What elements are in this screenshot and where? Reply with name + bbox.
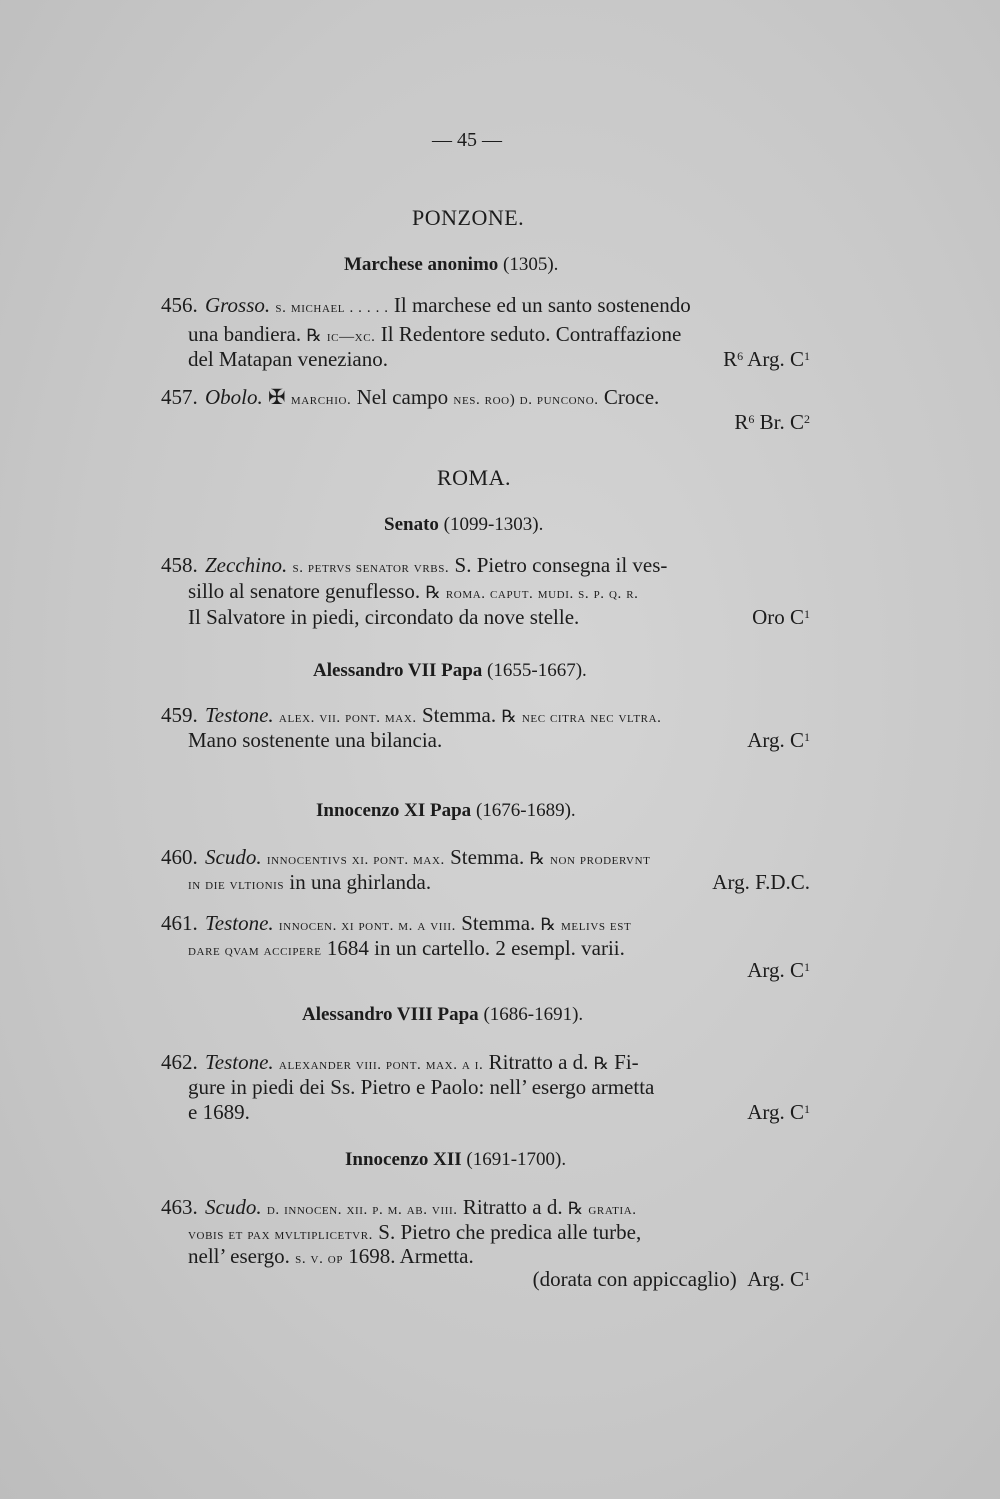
cross-icon: ✠ (268, 385, 286, 409)
ruler-heading-alessandro-viii (302, 1003, 583, 1027)
entry-463-line-1 (161, 1195, 637, 1222)
section-title-ponzone: PONZONE. (412, 205, 525, 230)
legend-text: dare qvam accipere (188, 943, 322, 959)
entry-463-line-2 (188, 1220, 641, 1247)
entry-number: 457. (161, 385, 198, 409)
ruler-dates: (1655-1667). (487, 660, 587, 681)
condition: F.D.C. (755, 870, 810, 894)
metal: Arg. (712, 870, 750, 894)
entry-458-line-3 (188, 605, 810, 629)
legend-text: s. v. op (295, 1251, 344, 1267)
ruler-heading-innocenzo-xii (345, 1148, 566, 1172)
entry-460-line-1 (161, 845, 650, 872)
metal: Arg. (747, 1267, 785, 1291)
ruler-name: Alessandro VIII Papa (302, 1004, 479, 1025)
legend-text: ic—xc. (326, 329, 376, 345)
entry-number: 463. (161, 1195, 198, 1219)
condition: C (789, 1100, 804, 1124)
condition: C (789, 347, 804, 371)
page-number: — 45 — (432, 129, 502, 151)
condition-level: 1 (804, 960, 810, 974)
coin-type: Testone. (205, 911, 274, 935)
metal: Oro (752, 605, 785, 629)
description-text: S. Pietro che predica alle turbe, (378, 1220, 642, 1244)
ruler-name: Marchese anonimo (344, 254, 499, 275)
coin-type: Scudo. (205, 845, 262, 869)
legend-text: s. michael . . . . . (275, 300, 389, 316)
reverse-symbol: ℞ (567, 1199, 584, 1219)
legend-text: innocen. xi pont. m. a viii. (278, 918, 456, 934)
catalog-notation (752, 605, 810, 629)
entry-number: 462. (161, 1050, 198, 1074)
entry-458-line-1 (161, 553, 667, 580)
metal: Arg. (747, 958, 785, 982)
entry-461-line-1 (161, 911, 631, 938)
metal: Arg. (747, 1100, 785, 1124)
rarity: R (734, 410, 749, 434)
description-text: (dorata con appiccaglio) (532, 1267, 737, 1291)
legend-text: marchio. (290, 392, 352, 408)
condition-level: 1 (804, 1102, 810, 1116)
condition: C (789, 1267, 804, 1291)
coin-type: Obolo. (205, 385, 263, 409)
condition: C (789, 605, 804, 629)
entry-number: 458. (161, 553, 198, 577)
legend-text: non prodervnt (549, 852, 651, 868)
coin-type: Testone. (205, 703, 274, 727)
catalog-notation (533, 1267, 810, 1291)
description-text: Croce. (603, 385, 660, 409)
ruler-name: Innocenzo XI Papa (316, 800, 472, 821)
entry-462-line-3 (188, 1100, 810, 1124)
legend-text: d. innocen. xii. p. m. ab. viii. (266, 1202, 458, 1218)
reverse-symbol: ℞ (540, 915, 556, 935)
description-text: una bandiera. (188, 322, 302, 346)
catalog-notation (747, 728, 810, 752)
entry-462-line-2 (188, 1075, 654, 1099)
coin-type: Grosso. (205, 293, 271, 317)
legend-text: alexander viii. pont. max. a i. (278, 1057, 484, 1073)
ruler-heading-marchese (344, 253, 558, 277)
catalog-notation (747, 958, 810, 982)
entry-number: 459. (161, 703, 198, 727)
catalog-notation (723, 347, 810, 371)
ruler-heading-senato (384, 513, 543, 537)
ruler-dates: (1099-1303). (443, 514, 544, 535)
entry-number: 460. (161, 845, 198, 869)
metal: Arg. (747, 728, 785, 752)
entry-456-line-1 (161, 293, 691, 320)
description-text: Ritratto a d. (488, 1050, 589, 1074)
description-text: del Matapan veneziano. (188, 347, 388, 371)
description-text: Mano sostenente una bilancia. (188, 728, 443, 752)
ruler-dates: (1686-1691). (483, 1004, 584, 1025)
rarity-level: 6 (748, 412, 755, 426)
condition-level: 1 (804, 349, 810, 363)
description-text: Fi- (614, 1050, 639, 1074)
description-text: gure in piedi dei Ss. Pietro e Paolo: nell’ esergo armetta (188, 1075, 655, 1099)
reverse-symbol: ℞ (593, 1054, 609, 1074)
metal: Br. (759, 410, 785, 434)
entry-461-line-2 (188, 936, 625, 963)
description-text: Il marchese ed un santo sostenendo (393, 293, 691, 317)
entry-463-line-3 (188, 1244, 474, 1271)
reverse-symbol: ℞ (306, 326, 322, 346)
reverse-symbol: ℞ (529, 849, 545, 869)
entry-459-line-1 (161, 703, 661, 730)
description-text: Stemma. (422, 703, 497, 727)
legend-text: melivs est (561, 918, 632, 934)
ruler-name: Alessandro VII Papa (313, 660, 483, 681)
condition-level: 2 (804, 412, 810, 426)
ruler-heading-innocenzo-xi (316, 799, 576, 823)
condition-level: 1 (804, 730, 810, 744)
description-text: 1684 in un cartello. 2 esempl. varii. (326, 936, 625, 960)
ruler-dates: (1305). (503, 254, 559, 275)
entry-number: 461. (161, 911, 198, 935)
legend-text: nec citra nec vltra. (521, 710, 662, 726)
entry-460-line-2 (188, 870, 810, 897)
reverse-symbol: ℞ (425, 583, 441, 603)
metal: Arg. (747, 347, 785, 371)
catalog-notation (734, 410, 810, 434)
legend-text: s. petrvs senator vrbs. (292, 560, 450, 576)
coin-type: Zecchino. (205, 553, 288, 577)
section-title-roma: ROMA. (437, 465, 512, 490)
entry-459-line-2 (188, 728, 810, 752)
coin-type: Scudo. (205, 1195, 262, 1219)
rarity: R (723, 347, 738, 371)
condition: C (789, 410, 804, 434)
description-text: Il Salvatore in piedi, circondato da nove stelle. (188, 605, 580, 629)
description-text: Nel campo (356, 385, 449, 409)
description-text: Ritratto a d. (462, 1195, 563, 1219)
coin-type: Testone. (205, 1050, 274, 1074)
entry-456-line-3 (188, 347, 810, 371)
condition: C (789, 728, 804, 752)
description-text: Stemma. (450, 845, 525, 869)
condition-level: 1 (804, 607, 810, 621)
catalog-notation (747, 1100, 810, 1124)
description-text: S. Pietro consegna il ves- (454, 553, 668, 577)
ruler-dates: (1691-1700). (466, 1149, 567, 1170)
condition-level: 1 (804, 1269, 810, 1283)
condition: C (789, 958, 804, 982)
rarity-level: 6 (737, 349, 744, 363)
legend-text: alex. vii. pont. max. (278, 710, 417, 726)
description-text: in una ghirlanda. (289, 870, 432, 894)
reverse-symbol: ℞ (501, 707, 517, 727)
entry-number: 456. (161, 293, 198, 317)
description-text: nell’ esergo. (188, 1244, 290, 1268)
legend-text: vobis et pax mvltiplicetvr. (188, 1227, 374, 1243)
legend-text: innocentivs xi. pont. max. (266, 852, 445, 868)
ruler-heading-alessandro-vii (313, 659, 587, 683)
catalog-notation (712, 870, 810, 894)
entry-456-line-2 (188, 322, 681, 349)
entry-462-line-1 (161, 1050, 639, 1077)
legend-text: roma. caput. mudi. s. p. q. r. (445, 586, 639, 602)
legend-text: in die vltionis (188, 877, 285, 893)
entry-458-line-2 (188, 579, 639, 606)
description-text: Il Redentore seduto. Contraffazione (380, 322, 682, 346)
entry-457-line-1 (161, 385, 659, 412)
description-text: e 1689. (188, 1100, 250, 1124)
ruler-name: Innocenzo XII (345, 1149, 462, 1170)
description-text: Stemma. (461, 911, 536, 935)
description-text: sillo al senatore genuflesso. (188, 579, 421, 603)
legend-text: nes. roo) d. puncono. (453, 392, 599, 408)
legend-text: gratia. (588, 1202, 637, 1218)
ruler-name: Senato (384, 514, 439, 535)
description-text: 1698. Armetta. (348, 1244, 474, 1268)
ruler-dates: (1676-1689). (475, 800, 576, 821)
